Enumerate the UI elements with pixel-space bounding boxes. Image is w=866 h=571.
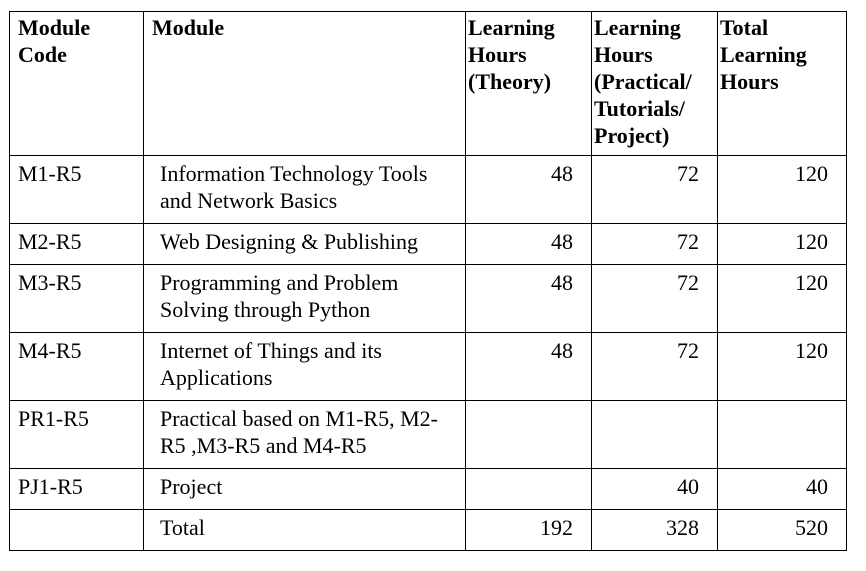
header-practical-hours: Learning Hours (Practical/ Tutorials/ Project)	[592, 12, 718, 156]
cell-practical: 72	[592, 333, 718, 401]
header-row	[10, 12, 847, 156]
cell-module: Practical based on M1-R5, M2- R5 ,M3-R5 and M4-R5	[144, 401, 466, 469]
cell-practical: 328	[592, 510, 718, 551]
table-row	[10, 156, 847, 224]
learning-hours-table	[9, 11, 847, 551]
header-total-hours: Total Learning Hours	[718, 12, 847, 156]
cell-module: Project	[144, 469, 466, 510]
total-row	[10, 510, 847, 551]
cell-practical	[592, 401, 718, 469]
table-row	[10, 333, 847, 401]
cell-practical: 72	[592, 265, 718, 333]
cell-total: 120	[718, 333, 847, 401]
cell-total: 120	[718, 224, 847, 265]
table-row	[10, 469, 847, 510]
header-module: Module	[144, 12, 466, 156]
cell-practical: 72	[592, 156, 718, 224]
cell-theory	[466, 469, 592, 510]
cell-code: PJ1-R5	[10, 469, 144, 510]
cell-module: Web Designing & Publishing	[144, 224, 466, 265]
cell-code: PR1-R5	[10, 401, 144, 469]
cell-code: M1-R5	[10, 156, 144, 224]
cell-module: Internet of Things and its Applications	[144, 333, 466, 401]
cell-theory: 48	[466, 333, 592, 401]
cell-code: M2-R5	[10, 224, 144, 265]
cell-practical: 72	[592, 224, 718, 265]
cell-code	[10, 510, 144, 551]
cell-theory: 48	[466, 265, 592, 333]
header-module-code-l2: Code	[18, 42, 67, 67]
cell-module: Information Technology Tools and Network Basics	[144, 156, 466, 224]
header-theory-hours: Learning Hours (Theory)	[466, 12, 592, 156]
table-row	[10, 224, 847, 265]
cell-code: M4-R5	[10, 333, 144, 401]
cell-total	[718, 401, 847, 469]
table-row	[10, 401, 847, 469]
cell-module: Total	[144, 510, 466, 551]
header-module-code	[10, 12, 144, 156]
cell-total: 120	[718, 156, 847, 224]
cell-theory: 192	[466, 510, 592, 551]
cell-total: 40	[718, 469, 847, 510]
cell-practical: 40	[592, 469, 718, 510]
cell-total: 520	[718, 510, 847, 551]
cell-theory: 48	[466, 156, 592, 224]
header-module-code-l1: Module	[18, 15, 91, 40]
cell-total: 120	[718, 265, 847, 333]
cell-theory	[466, 401, 592, 469]
cell-theory: 48	[466, 224, 592, 265]
cell-module: Programming and Problem Solving through Python	[144, 265, 466, 333]
table-row	[10, 265, 847, 333]
cell-code: M3-R5	[10, 265, 144, 333]
